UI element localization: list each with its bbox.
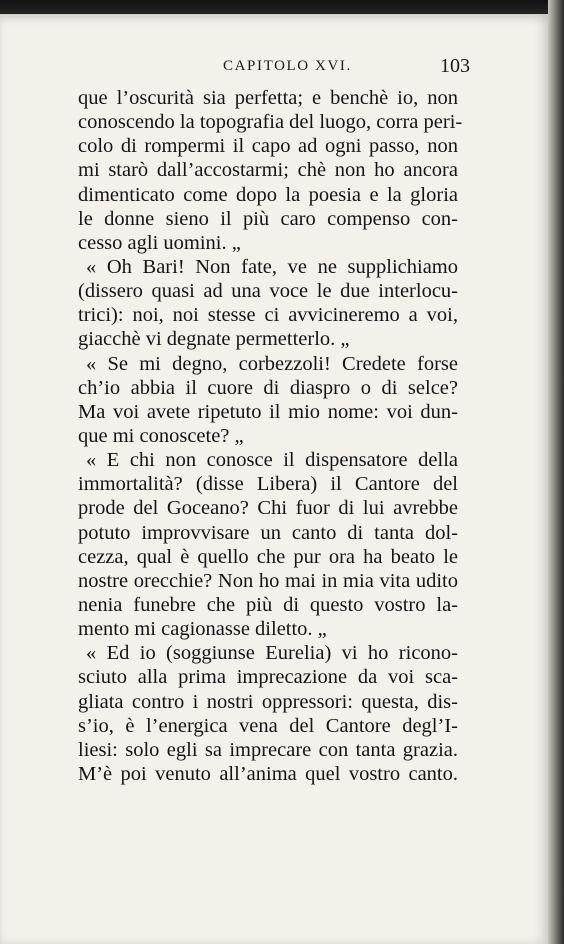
text-line: immortalità? (disse Libera) il Cantore del — [78, 473, 458, 496]
page-edge — [548, 0, 564, 944]
text-line: conoscendo la topografia del luogo, corra peri- — [78, 111, 463, 134]
text-line: gliata contro i nostri oppressori: questa, dis- — [78, 690, 458, 713]
text-line: sciuto alla prima imprecazione da voi sca- — [78, 666, 458, 689]
text-line: cesso agli uomini. „ — [78, 231, 241, 254]
text-line: que l’oscurità sia perfetta; e benchè io, non — [78, 87, 458, 109]
text-line: potuto improvvisare un canto di tanta dol- — [78, 521, 458, 544]
text-line: mi starò dall’accostarmi; chè non ho ancora — [78, 159, 458, 182]
text-line: Ma voi avete ripetuto il mio nome: voi dun- — [78, 400, 458, 423]
running-header — [0, 55, 548, 82]
text-line: s’io, è l’energica vena del Cantore degl’I- — [78, 714, 458, 737]
text-line: giacchè vi degnate permetterlo. „ — [78, 328, 350, 351]
text-line: ch’io abbia il cuore di diaspro o di selce? — [78, 376, 458, 399]
text-line: « Ed io (soggiunse Eurelia) vi ho ricono- — [86, 642, 458, 665]
text-line: M’è poi venuto all’anima quel vostro canto. — [78, 762, 458, 785]
text-line: liesi: solo egli sa imprecare con tanta grazia. — [78, 738, 458, 761]
text-line: « Se mi degno, corbezzoli! Credete forse — [86, 352, 458, 375]
text-line: que mi conoscete? „ — [78, 424, 244, 447]
text-line: prode del Goceano? Chi fuor di lui avrebbe — [78, 497, 458, 520]
text-line: dimenticato come dopo la poesia e la gloria — [78, 183, 458, 206]
text-line: nostre orecchie? Non ho mai in mia vita udito — [78, 569, 458, 592]
chapter-heading: CAPITOLO XVI. — [223, 58, 352, 74]
page-number: 103 — [440, 55, 470, 77]
book-page — [0, 14, 548, 944]
text-line: nenia funebre che più di questo vostro la- — [78, 593, 458, 616]
text-line: le donne sieno il più caro compenso con- — [78, 207, 458, 230]
text-line: « Oh Bari! Non fate, ve ne supplichiamo — [86, 255, 458, 278]
text-line: mento mi cagionasse diletto. „ — [78, 618, 327, 641]
text-line: colo di rompermi il capo ad ogni passo, non — [78, 135, 458, 158]
text-line: (dissero quasi ad una voce le due interlocu- — [78, 280, 458, 303]
text-line: cezza, qual è quello che pur ora ha beato le — [78, 545, 458, 568]
text-line: trici): noi, noi stesse ci avvicineremo a voi, — [78, 304, 458, 327]
body-text — [78, 86, 463, 786]
text-line: « E chi non conosce il dispensatore della — [86, 449, 458, 472]
